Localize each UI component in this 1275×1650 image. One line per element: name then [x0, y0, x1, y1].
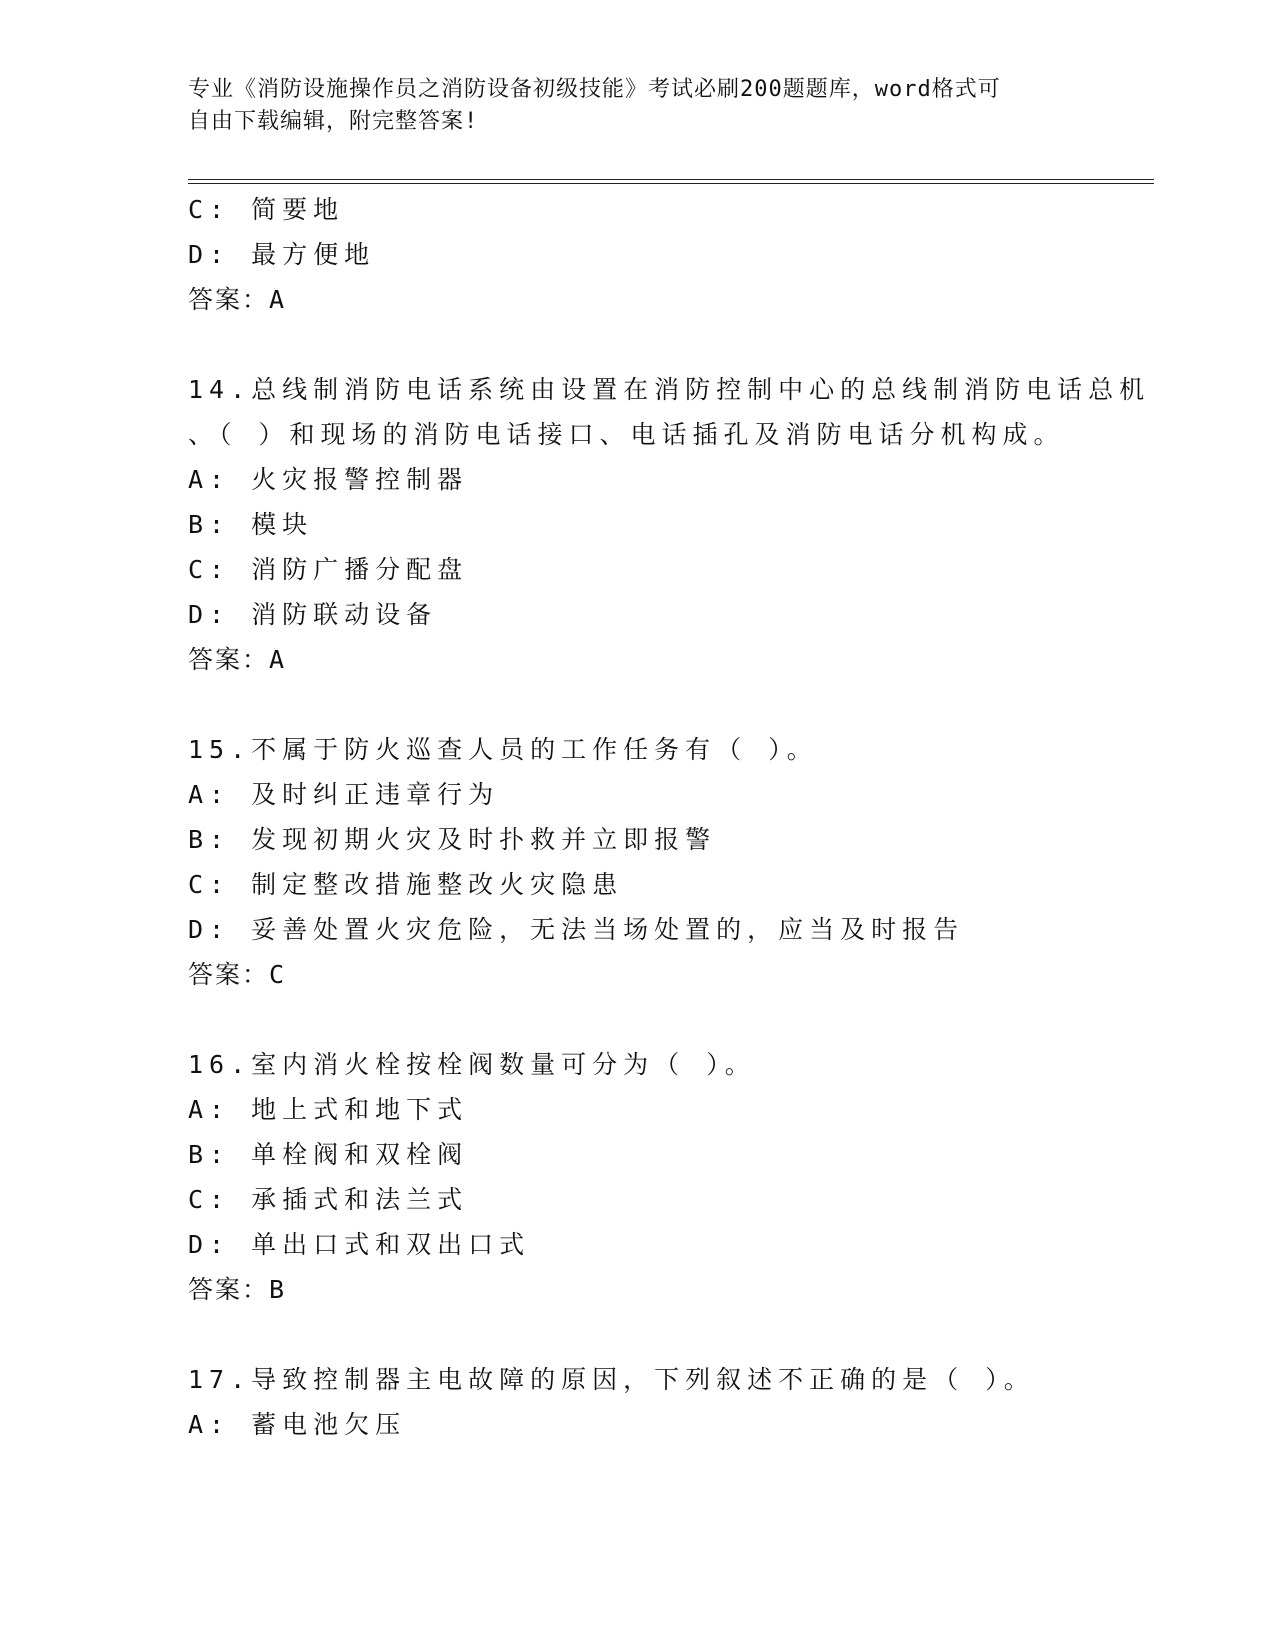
- header-line-2: 自由下载编辑，附完整答案!: [188, 109, 479, 134]
- q16-option-b: B: 单栓阀和双栓阀: [188, 1140, 469, 1169]
- q14-answer: 答案：A: [188, 645, 287, 674]
- q15-answer: 答案：C: [188, 960, 287, 989]
- q13-option-c: C: 简要地: [188, 195, 345, 224]
- q17-option-a: A: 蓄电池欠压: [188, 1410, 407, 1439]
- q16-option-c: C: 承插式和法兰式: [188, 1185, 469, 1214]
- q17-stem: 17.导致控制器主电故障的原因，下列叙述不正确的是（ ）。: [188, 1365, 1035, 1394]
- q13-answer: 答案：A: [188, 285, 287, 314]
- q14-option-b: B: 模块: [188, 510, 314, 539]
- q15-option-c: C: 制定整改措施整改火灾隐患: [188, 870, 624, 899]
- q14-option-c: C: 消防广播分配盘: [188, 555, 469, 584]
- q16-answer: 答案：B: [188, 1275, 287, 1304]
- q14-stem-line-2: 、（ ）和现场的消防电话接口、电话插孔及消防电话分机构成。: [188, 420, 1065, 449]
- q16-stem: 16.室内消火栓按栓阀数量可分为（ ）。: [188, 1050, 756, 1079]
- header-divider-bottom: [188, 183, 1154, 184]
- q15-stem: 15.不属于防火巡查人员的工作任务有（ ）。: [188, 735, 818, 764]
- header-line-1: 专业《消防设施操作员之消防设备初级技能》考试必刷200题题库，word格式可: [188, 77, 1001, 102]
- q14-stem-line-1: 14.总线制消防电话系统由设置在消防控制中心的总线制消防电话总机: [188, 375, 1151, 404]
- document-header: [188, 74, 1068, 138]
- q14-option-d: D: 消防联动设备: [188, 600, 438, 629]
- q16-option-d: D: 单出口式和双出口式: [188, 1230, 531, 1259]
- header-divider-top: [188, 179, 1154, 180]
- q15-option-a: A: 及时纠正违章行为: [188, 780, 500, 809]
- q15-option-d: D: 妥善处置火灾危险，无法当场处置的，应当及时报告: [188, 915, 965, 944]
- q15-option-b: B: 发现初期火灾及时扑救并立即报警: [188, 825, 717, 854]
- q13-option-d: D: 最方便地: [188, 240, 376, 269]
- q14-option-a: A: 火灾报警控制器: [188, 465, 469, 494]
- q16-option-a: A: 地上式和地下式: [188, 1095, 469, 1124]
